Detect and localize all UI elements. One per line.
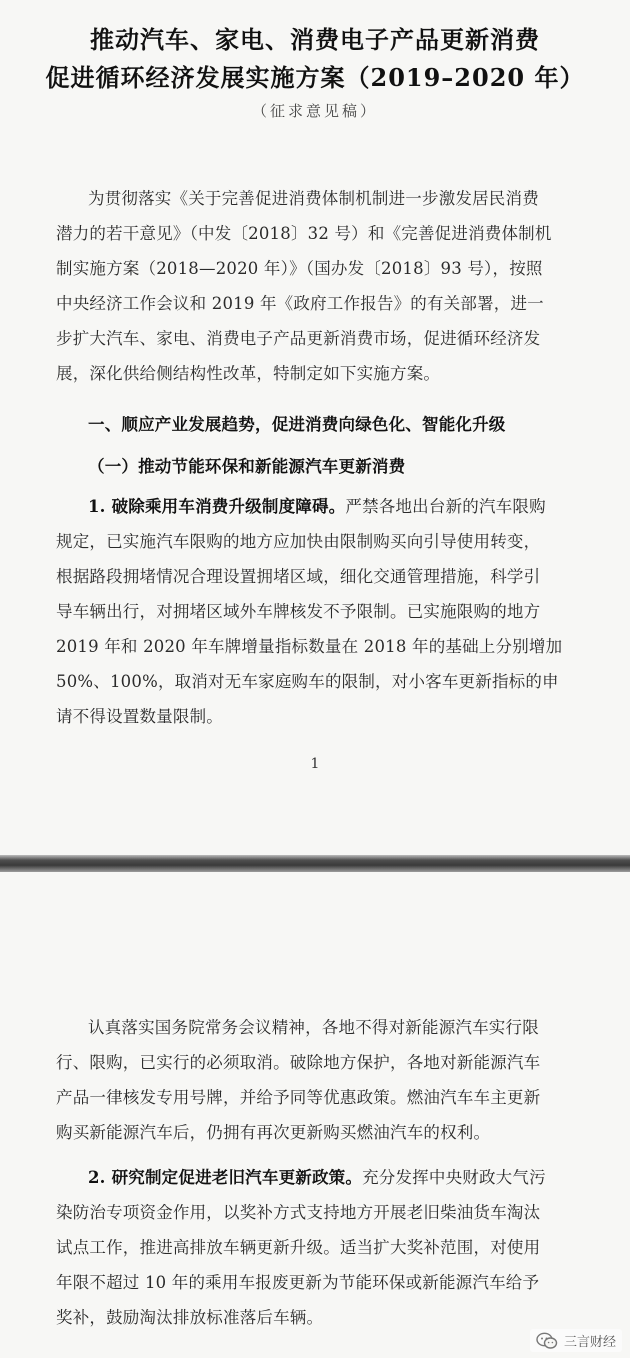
document-subtitle: （征求意见稿） — [251, 102, 378, 120]
item-text: 严禁各地出台新的汽车限购 — [345, 497, 546, 516]
paragraph-line — [88, 1164, 628, 1188]
document-title-line-1: 推动汽车、家电、消费电子产品更新消费 — [90, 25, 540, 54]
paragraph-line: 认真落实国务院常务会议精神，各地不得对新能源汽车实行限 — [88, 1018, 539, 1037]
section-heading: 一、顺应产业发展趋势，促进消费向绿色化、智能化升级 — [88, 415, 506, 434]
item-text: 充分发挥中央财政大气污 — [362, 1168, 546, 1187]
paragraph-line: 展，深化供给侧结构性改革，特制定如下实施方案。 — [56, 364, 441, 383]
document-title-line-2: 促进循环经济发展实施方案（2019–2020 年） — [45, 63, 585, 92]
wechat-icon — [536, 1332, 558, 1350]
paragraph-line: 购买新能源汽车后，仍拥有再次更新购买燃油汽车的权利。 — [56, 1123, 491, 1142]
paragraph-line: 50%、100%，取消对无车家庭购车的限制，对小客车更新指标的申 — [56, 672, 559, 691]
paragraph-line: 请不得设置数量限制。 — [56, 707, 223, 726]
paragraph-line: 染防治专项资金作用，以奖补方式支持地方开展老旧柴油货车淘汰 — [56, 1203, 541, 1222]
paragraph-line: 根据路段拥堵情况合理设置拥堵区域，细化交通管理措施，科学引 — [56, 567, 541, 586]
paragraph-line: 行、限购，已实行的必须取消。破除地方保护，各地对新能源汽车 — [56, 1053, 541, 1072]
page-divider — [0, 855, 630, 872]
item-heading: 2. 研究制定促进老旧汽车更新政策。 — [88, 1168, 363, 1187]
paragraph-line: 步扩大汽车、家电、消费电子产品更新消费市场，促进循环经济发 — [56, 329, 541, 348]
paragraph-line: 制实施方案（2018—2020 年）》（国办发〔2018〕93 号），按照 — [56, 259, 543, 278]
paragraph-line: 中央经济工作会议和 2019 年《政府工作报告》的有关部署，进一 — [56, 294, 544, 313]
watermark-text: 三言财经 — [563, 1335, 616, 1350]
item-heading: 1. 破除乘用车消费升级制度障碍。 — [88, 497, 346, 516]
paragraph-line: 规定，已实施汽车限购的地方应加快由限制购买向引导使用转变， — [56, 532, 541, 551]
paragraph-line: 试点工作，推进高排放车辆更新升级。适当扩大奖补范围，对使用 — [56, 1238, 541, 1257]
watermark — [530, 1329, 622, 1352]
paragraph-line: 奖补，鼓励淘汰排放标准落后车辆。 — [56, 1308, 324, 1327]
paragraph-line: 导车辆出行，对拥堵区域外车牌核发不予限制。已实施限购的地方 — [56, 602, 541, 621]
page-number: 1 — [310, 756, 320, 772]
paragraph-line: 产品一律核发专用号牌，并给予同等优惠政策。燃油汽车车主更新 — [56, 1088, 541, 1107]
paragraph-line: 为贯彻落实《关于完善促进消费体制机制进一步激发居民消费 — [88, 189, 539, 208]
paragraph-line: 年限不超过 10 年的乘用车报废更新为节能环保或新能源汽车给予 — [56, 1273, 540, 1292]
document-page-2 — [0, 872, 630, 1358]
paragraph-line: 潜力的若干意见》（中发〔2018〕32 号）和《完善促进消费体制机 — [56, 224, 552, 243]
subsection-heading: （一）推动节能环保和新能源汽车更新消费 — [88, 457, 406, 476]
paragraph-line: 2019 年和 2020 年车牌增量指标数量在 2018 年的基础上分别增加 — [56, 637, 563, 656]
paragraph-line — [88, 493, 628, 517]
